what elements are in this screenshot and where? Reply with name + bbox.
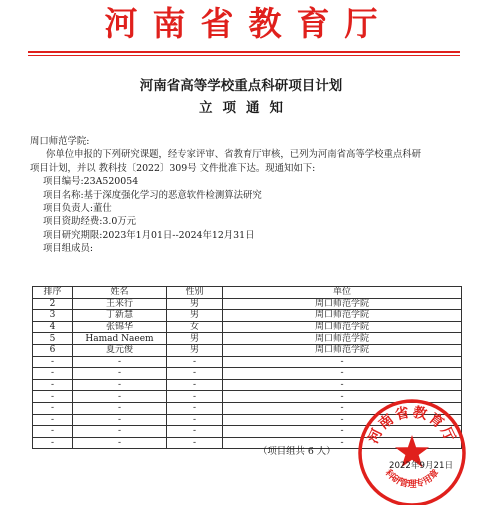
cell-order: 6 [33, 344, 73, 356]
cell-name: 夏元俊 [73, 344, 167, 356]
cell-name: - [73, 368, 167, 380]
field-funding [30, 215, 460, 228]
table-header-row [33, 287, 462, 299]
cell-unit: - [223, 356, 462, 368]
cell-gender: - [167, 414, 223, 426]
table-row [33, 333, 462, 345]
field-label: 项目编号: [43, 176, 84, 188]
member-count: （项目组共 6 人） [258, 446, 336, 457]
cell-order: 5 [33, 333, 73, 345]
cell-order: - [33, 391, 73, 403]
cell-unit: - [223, 379, 462, 391]
header-gender: 性别 [167, 287, 223, 299]
cell-name: - [73, 414, 167, 426]
cell-order: - [33, 414, 73, 426]
field-label: 项目资助经费: [43, 216, 103, 228]
table-row [33, 298, 462, 310]
cell-gender: 男 [167, 333, 223, 345]
cell-unit: 周口师范学院 [223, 344, 462, 356]
cell-name: - [73, 356, 167, 368]
cell-unit: - [223, 368, 462, 380]
letterhead-title: 河南省教育厅 [104, 4, 393, 43]
cell-gender: 男 [167, 298, 223, 310]
cell-order: 3 [33, 310, 73, 322]
letterhead-rule-thin [28, 55, 460, 56]
cell-unit: - [223, 414, 462, 426]
field-value: 3.0万元 [102, 216, 137, 228]
header-name: 姓名 [73, 287, 167, 299]
letterhead-rule-thick [28, 51, 460, 53]
field-period [30, 229, 460, 242]
cell-gender: 女 [167, 321, 223, 333]
cell-unit: - [223, 402, 462, 414]
table-row [33, 321, 462, 333]
cell-gender: - [167, 391, 223, 403]
field-value: 2023年1月01日--2024年12月31日 [102, 229, 255, 241]
cell-gender: 男 [167, 310, 223, 322]
field-label: 项目负责人: [43, 203, 94, 215]
cell-name: - [73, 402, 167, 414]
header-unit: 单位 [223, 287, 462, 299]
cell-name: - [73, 437, 167, 449]
seal-date: 2022年9月21日 [389, 461, 454, 471]
cell-unit: 周口师范学院 [223, 298, 462, 310]
cell-name: - [73, 379, 167, 391]
cell-gender: - [167, 426, 223, 438]
table-row [33, 379, 462, 391]
cell-unit: 周口师范学院 [223, 333, 462, 345]
cell-name: - [73, 391, 167, 403]
field-value: 23A520054 [83, 176, 139, 188]
cell-gender: 男 [167, 344, 223, 356]
field-value: 基于深度强化学习的恶意软件检测算法研究 [83, 189, 262, 201]
document-subtitle: 立项通知 [199, 100, 293, 116]
cell-gender: - [167, 356, 223, 368]
seal-bottom-text: 科研管理专用章 [382, 468, 442, 491]
official-seal [356, 397, 468, 505]
cell-order: - [33, 379, 73, 391]
table-row [33, 344, 462, 356]
cell-unit: - [223, 426, 462, 438]
field-project-no [30, 175, 460, 188]
cell-order: 2 [33, 298, 73, 310]
cell-unit: - [223, 437, 462, 449]
notice-text-line-1: 你单位申报的下列研究课题，经专家评审、省教育厅审核，已列为河南省高等学校重点科研 [46, 149, 422, 161]
cell-order: - [33, 368, 73, 380]
document-title: 河南省高等学校重点科研项目计划 [139, 78, 343, 94]
cell-order: 4 [33, 321, 73, 333]
cell-name: 张锦华 [73, 321, 167, 333]
notice-body [30, 135, 460, 256]
cell-gender: - [167, 368, 223, 380]
cell-name: - [73, 426, 167, 438]
cell-order: - [33, 426, 73, 438]
cell-name: 丁新慧 [73, 310, 167, 322]
cell-gender: - [167, 437, 223, 449]
cell-order: - [33, 437, 73, 449]
field-members: 项目组成员: [43, 243, 94, 255]
field-value: 董仕 [93, 203, 112, 215]
seal-top-text: 河南省教育厅 [365, 404, 459, 447]
field-label: 项目研究期限: [43, 229, 103, 241]
cell-gender: - [167, 402, 223, 414]
table-row [33, 310, 462, 322]
cell-gender: - [167, 379, 223, 391]
cell-unit: 周口师范学院 [223, 321, 462, 333]
cell-order: - [33, 402, 73, 414]
field-label: 项目名称: [43, 189, 84, 201]
cell-name: Hamad Naeem [73, 333, 167, 345]
cell-name: 王来行 [73, 298, 167, 310]
notice-text-line-2: 项目计划，并以 教科技〔2022〕309号 文件批准下达。现通知如下: [30, 162, 316, 174]
field-leader [30, 202, 460, 215]
table-row [33, 368, 462, 380]
header-order: 排序 [33, 287, 73, 299]
cell-unit: - [223, 391, 462, 403]
recipient: 周口师范学院: [30, 136, 90, 147]
field-project-name [30, 189, 460, 202]
cell-unit: 周口师范学院 [223, 310, 462, 322]
cell-order: - [33, 356, 73, 368]
table-row [33, 356, 462, 368]
